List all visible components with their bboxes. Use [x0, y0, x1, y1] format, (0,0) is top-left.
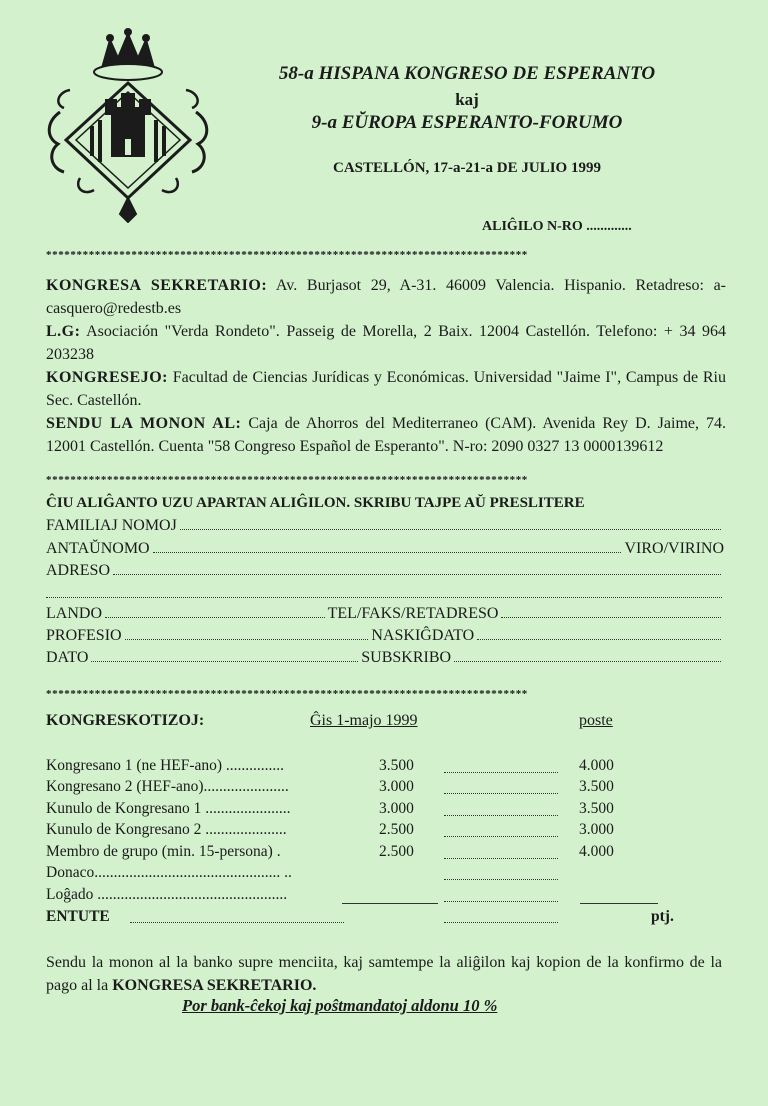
donation-label: Donaco................................................ .. [46, 864, 292, 881]
fee-label: Membro de grupo (min. 15-persona) . [46, 843, 281, 860]
footer-instructions [46, 951, 722, 997]
payment-info [46, 412, 726, 458]
header-kaj: kaj [455, 90, 479, 109]
total-field-late[interactable] [444, 922, 558, 923]
profession-label: PROFESIO [46, 627, 122, 644]
address-field[interactable] [46, 559, 724, 580]
gender-label: VIRO/VIRINO [624, 540, 724, 557]
currency-label: ptj. [651, 908, 674, 925]
address-line-2[interactable] [46, 597, 722, 598]
form-instructions: ĈIU ALIĜANTO UZU APARTAN ALIĜILON. SKRIBU TAJPE AŬ PRESLITERE [46, 495, 585, 511]
date-signature-row[interactable] [46, 646, 724, 667]
total-label: ENTUTE [46, 908, 110, 925]
lodging-field[interactable] [444, 901, 558, 902]
lodging-label: Loĝado ................................................. [46, 886, 288, 903]
first-name-label: ANTAŬNOMO [46, 540, 150, 557]
fee-late: 3.000 [579, 821, 614, 838]
star-divider: ******************************************************************************* [46, 688, 528, 700]
fee-label: Kunulo de Kongresano 2 ..................... [46, 821, 287, 838]
contact-label: TEL/FAKS/RETADRESO [327, 605, 499, 622]
country-label: LANDO [46, 605, 102, 622]
fee-late: 3.500 [579, 778, 614, 795]
lg-text: Asociación "Verda Rondeto". Passeig de Morella, 2 Baix. 12004 Castellón. Telefono: + 34 964 203238 [46, 323, 726, 363]
donation-field[interactable] [444, 879, 558, 880]
fee-early: 3.000 [379, 800, 414, 817]
bank-surcharge-note: Por bank-ĉekoj kaj poŝtmandatoj aldonu 10 % [182, 996, 498, 1015]
lg-label: L.G: [46, 323, 81, 340]
profession-birthdate-row[interactable] [46, 624, 724, 645]
fee-early: 2.500 [379, 821, 414, 838]
fee-late: 3.500 [579, 800, 614, 817]
first-name-field[interactable] [46, 537, 724, 558]
fees-heading: KONGRESKOTIZOJ: [46, 712, 205, 729]
fee-label: Kongresano 2 (HEF-ano)...................... [46, 778, 289, 795]
star-divider: ******************************************************************************* [46, 474, 528, 486]
venue-text: Facultad de Ciencias Jurídicas y Económicas. Universidad "Jaime I", Campus de Riu Sec. Castellón. [46, 369, 726, 409]
fee-label: Kunulo de Kongresano 1 ...................... [46, 800, 291, 817]
footer-secretary: KONGRESA SEKRETARIO. [112, 977, 317, 994]
family-name-label: FAMILIAJ NOMOJ [46, 517, 177, 534]
castellon-crest-logo [40, 28, 215, 223]
lg-info [46, 320, 726, 366]
payment-text: Caja de Ahorros del Mediterraneo (CAM). Avenida Rey D. Jaime, 74. 12001 Castellón. Cuenta "58 Congreso Español de Esperanto". N-ro: 2090 0327 13 0000139612 [46, 415, 727, 455]
fee-late: 4.000 [579, 843, 614, 860]
signature-label: SUBSKRIBO [361, 649, 452, 666]
fee-label: Kongresano 1 (ne HEF-ano) ............... [46, 757, 285, 774]
star-divider: ******************************************************************************* [46, 249, 528, 261]
fee-early: 3.500 [379, 757, 414, 774]
secretary-label: KONGRESA SEKRETARIO: [46, 277, 268, 294]
fee-early: 2.500 [379, 843, 414, 860]
total-field[interactable] [130, 922, 344, 923]
header-congress-title: 58-a HISPANA KONGRESO DE ESPERANTO [278, 63, 656, 84]
footer-text: Sendu la monon al la banko supre menciita, kaj samtempe la aliĝilon kaj kopion de la konfirmo de la pago al la [46, 954, 722, 994]
country-contact-row[interactable] [46, 602, 724, 623]
header-forum-title: 9-a EŬROPA ESPERANTO-FORUMO [311, 112, 623, 133]
venue-label: KONGRESEJO: [46, 369, 168, 386]
payment-label: SENDU LA MONON AL: [46, 415, 242, 432]
fees-col-late: poste [579, 712, 613, 729]
lodging-late-field[interactable] [580, 903, 658, 904]
lodging-early-field[interactable] [342, 903, 438, 904]
fees-col-early: Ĝis 1-majo 1999 [310, 712, 418, 729]
venue-info [46, 366, 726, 412]
date-label: DATO [46, 649, 89, 666]
secretary-info [46, 274, 726, 320]
fee-early: 3.000 [379, 778, 414, 795]
registration-number-field[interactable]: ALIĜILO N-RO ............. [482, 219, 632, 234]
birthdate-label: NASKIĜDATO [371, 627, 475, 644]
address-label: ADRESO [46, 562, 111, 579]
header-place-date: CASTELLÓN, 17-a-21-a DE JULIO 1999 [333, 160, 601, 176]
fee-late: 4.000 [579, 757, 614, 774]
family-name-field[interactable] [46, 514, 724, 535]
secretary-text: Av. Burjasot 29, A-31. 46009 Valencia. Hispanio. Retadreso: a-casquero@redestb.es [46, 277, 727, 317]
info-section [46, 274, 726, 458]
